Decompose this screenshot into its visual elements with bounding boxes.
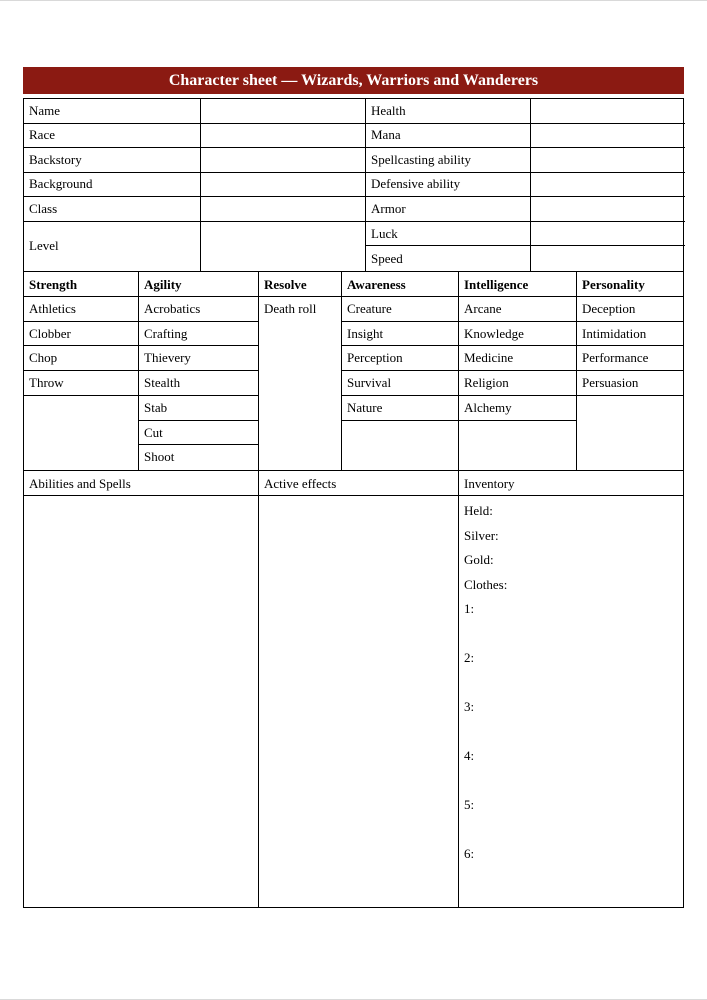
info-value-speed bbox=[531, 246, 685, 271]
info-value-backstory bbox=[201, 148, 366, 173]
skill-item-throw: Throw bbox=[24, 371, 138, 396]
info-label-race: Race bbox=[24, 124, 201, 149]
abilities-and-spells-column bbox=[24, 471, 259, 907]
skill-item-acrobatics: Acrobatics bbox=[139, 297, 258, 322]
bottom-section bbox=[23, 470, 684, 908]
skill-column-personality bbox=[577, 272, 683, 470]
skill-item-stealth: Stealth bbox=[139, 371, 258, 396]
abilities-and-spells-area bbox=[24, 496, 258, 499]
inventory-line-gold: Gold: bbox=[464, 552, 494, 567]
active-effects-column bbox=[259, 471, 459, 907]
inventory-slot-1: 1: bbox=[464, 601, 475, 616]
skill-column-resolve bbox=[259, 272, 342, 470]
skill-column-awareness bbox=[342, 272, 459, 470]
skill-column-strength bbox=[24, 272, 139, 470]
info-label-defensive-ability: Defensive ability bbox=[366, 173, 531, 198]
skill-item-alchemy: Alchemy bbox=[459, 396, 576, 421]
skill-header-awareness: Awareness bbox=[342, 272, 458, 297]
skill-item-survival: Survival bbox=[342, 371, 458, 396]
info-label-armor: Armor bbox=[366, 197, 531, 222]
skill-header-resolve: Resolve bbox=[259, 272, 341, 297]
skill-item-persuasion: Persuasion bbox=[577, 371, 683, 396]
skill-item-deception: Deception bbox=[577, 297, 683, 322]
sheet-title: Character sheet — Wizards, Warriors and Wanderers bbox=[168, 72, 539, 89]
inventory-slot-3: 3: bbox=[464, 699, 475, 714]
info-label-level: Level bbox=[24, 222, 201, 271]
inventory-slot-4: 4: bbox=[464, 748, 475, 763]
skill-item-cut: Cut bbox=[139, 421, 258, 446]
inventory-column bbox=[459, 471, 683, 907]
skill-header-intelligence: Intelligence bbox=[459, 272, 576, 297]
skill-item-perception: Perception bbox=[342, 346, 458, 371]
skill-item-insight: Insight bbox=[342, 322, 458, 347]
skill-header-strength: Strength bbox=[24, 272, 138, 297]
skill-item-chop: Chop bbox=[24, 346, 138, 371]
skill-item-knowledge: Knowledge bbox=[459, 322, 576, 347]
sheet-title-bar bbox=[23, 67, 684, 94]
skill-item-death-roll: Death roll bbox=[264, 301, 317, 316]
skill-header-personality: Personality bbox=[577, 272, 683, 297]
info-value-luck bbox=[531, 222, 685, 247]
info-value-class bbox=[201, 197, 366, 222]
inventory-slot-2: 2: bbox=[464, 650, 475, 665]
skill-item-arcane: Arcane bbox=[459, 297, 576, 322]
skill-column-intelligence bbox=[459, 272, 577, 470]
inventory-line-clothes: Clothes: bbox=[464, 576, 508, 592]
info-label-mana: Mana bbox=[366, 124, 531, 149]
inventory-header: Inventory bbox=[459, 471, 683, 496]
info-value-health bbox=[531, 99, 685, 124]
skill-item-intimidation: Intimidation bbox=[577, 322, 683, 347]
info-label-spellcasting-ability: Spellcasting ability bbox=[366, 148, 531, 173]
info-label-background: Background bbox=[24, 173, 201, 198]
info-value-mana bbox=[531, 124, 685, 149]
skill-item-religion: Religion bbox=[459, 371, 576, 396]
info-value-defensive-ability bbox=[531, 173, 685, 198]
skill-item-performance: Performance bbox=[577, 346, 683, 371]
info-value-name bbox=[201, 99, 366, 124]
info-label-luck: Luck bbox=[366, 222, 531, 247]
skill-item-thievery: Thievery bbox=[139, 346, 258, 371]
info-value-background bbox=[201, 173, 366, 198]
skill-item-clobber: Clobber bbox=[24, 322, 138, 347]
skill-item-stab: Stab bbox=[139, 396, 258, 421]
abilities-and-spells-header: Abilities and Spells bbox=[24, 471, 258, 496]
info-value-race bbox=[201, 124, 366, 149]
info-label-class: Class bbox=[24, 197, 201, 222]
skill-item-crafting: Crafting bbox=[139, 322, 258, 347]
inventory-slot-6: 6: bbox=[464, 846, 475, 861]
info-value-spellcasting-ability bbox=[531, 148, 685, 173]
skill-item-shoot: Shoot bbox=[144, 449, 175, 465]
info-value-armor bbox=[531, 197, 685, 222]
info-label-name: Name bbox=[24, 99, 201, 124]
info-value-level bbox=[201, 222, 366, 271]
skill-item-creature: Creature bbox=[342, 297, 458, 322]
info-label-speed: Speed bbox=[366, 246, 531, 271]
active-effects-header: Active effects bbox=[259, 471, 458, 496]
skill-item-medicine: Medicine bbox=[459, 346, 576, 371]
inventory-line-silver: Silver: bbox=[464, 527, 499, 543]
skill-column-agility bbox=[139, 272, 259, 470]
info-label-health: Health bbox=[366, 99, 531, 124]
inventory-slot-5: 5: bbox=[464, 797, 475, 812]
skill-item-nature: Nature bbox=[342, 396, 458, 421]
skill-header-agility: Agility bbox=[139, 272, 258, 297]
character-sheet bbox=[23, 67, 684, 908]
inventory-area bbox=[459, 496, 683, 891]
active-effects-area bbox=[259, 496, 458, 499]
inventory-line-held: Held: bbox=[464, 503, 493, 518]
skill-item-athletics: Athletics bbox=[24, 297, 138, 322]
info-label-backstory: Backstory bbox=[24, 148, 201, 173]
info-table bbox=[23, 98, 684, 272]
skills-table bbox=[23, 271, 684, 471]
